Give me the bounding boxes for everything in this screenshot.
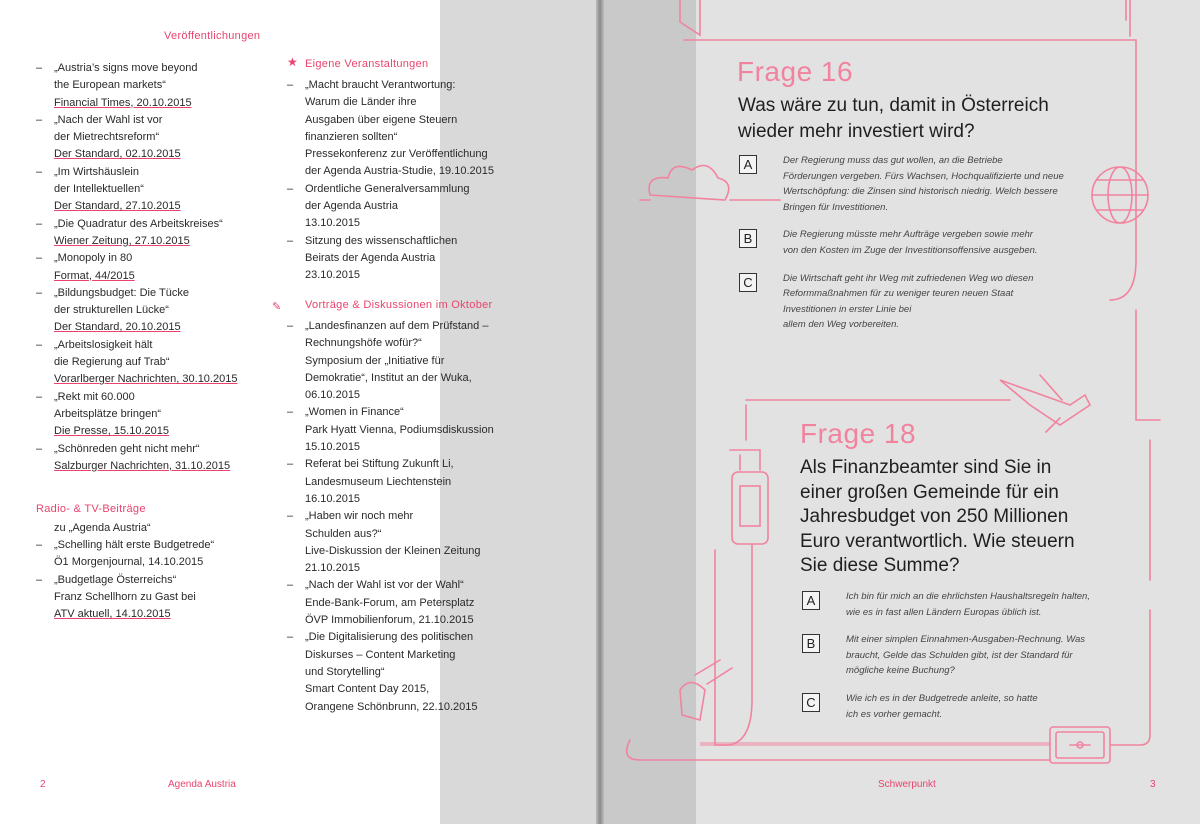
- own-events-heading: Eigene Veranstaltungen: [305, 58, 429, 70]
- tv-entry-title: – „Budgetlage Österreichs“: [54, 573, 177, 586]
- footer-text-left: Agenda Austria: [168, 779, 236, 790]
- media-entry-source: Die Presse, 15.10.2015: [54, 425, 169, 438]
- footer-page-number-left: 2: [40, 779, 46, 790]
- media-entry-source: Der Standard, 02.10.2015: [54, 148, 181, 161]
- event-entry-title: Rechnungshöfe wofür?“: [305, 337, 422, 350]
- answer-c-text: [846, 691, 1176, 722]
- event-entry-title: Ausgaben über eigene Steuern: [305, 113, 458, 126]
- answer-line: Bringen für Investitionen.: [783, 201, 889, 213]
- media-entry-title-cont: Arbeitsplätze bringen“: [54, 407, 162, 420]
- tv-entry-source: Ö1 Morgenjournal, 14.10.2015: [54, 556, 204, 569]
- star-icon: ★: [287, 55, 298, 69]
- event-entry-title: – „Die Digitalisierung des politischen: [305, 631, 474, 644]
- event-entry-title: – Referat bei Stiftung Zukunft Li,: [305, 458, 454, 471]
- event-entry-detail: der Agenda Austria-Studie, 19.10.2015: [305, 165, 494, 178]
- media-section-heading: Veröffentlichungen: [164, 30, 261, 42]
- answer-line: Ich bin für mich an die ehrlichsten Haushaltsregeln halten,: [846, 591, 1090, 602]
- media-entry-title: – „Die Quadratur des Arbeitskreises“: [54, 217, 223, 230]
- event-entry-title: finanzieren sollten“: [305, 130, 398, 143]
- event-entry-title: – „Women in Finance“: [305, 406, 404, 419]
- event-entry-title: Beirats der Agenda Austria: [305, 251, 436, 264]
- event-entry-title: – „Landesfinanzen auf dem Prüfstand –: [305, 320, 489, 332]
- answer-line: wie es in fast allen Ländern Europas üblich ist.: [846, 606, 1042, 618]
- answer-a-text: [783, 153, 1113, 215]
- media-entry-title: – „Nach der Wahl ist vor: [54, 113, 163, 126]
- media-entry-title: – „Arbeitslosigkeit hält: [54, 338, 153, 351]
- event-entry-detail: ÖVP Immobilienforum, 21.10.2015: [305, 614, 474, 627]
- event-entry-detail: Symposium der „Initiative für: [305, 354, 445, 367]
- question-18-line: einer großen Gemeinde für ein: [800, 481, 1059, 503]
- question-16-line-1: Was wäre zu tun, damit in Österreich: [738, 95, 1049, 116]
- answer-line: Mit einer simplen Einnahmen-Ausgaben-Rechnung. Was: [846, 634, 1086, 646]
- event-entry-title: der Agenda Austria: [305, 200, 398, 213]
- media-entry-title: – „Im Wirtshäuslein: [54, 165, 139, 178]
- event-entry-title: – „Nach der Wahl ist vor der Wahl“: [305, 579, 464, 592]
- media-entry-source: Der Standard, 27.10.2015: [54, 200, 181, 213]
- answer-b-text: [846, 632, 1176, 679]
- event-entry-title: Landesmuseum Liechtenstein: [305, 475, 452, 488]
- question-16-number: Frage 16: [737, 56, 854, 87]
- event-entry-title: Schulden aus?“: [305, 527, 382, 540]
- event-entry-title: – Sitzung des wissenschaftlichen: [305, 234, 458, 247]
- event-entry-detail: 21.10.2015: [305, 562, 361, 575]
- event-entry-detail: Smart Content Day 2015,: [305, 683, 430, 696]
- answer-b-box: B: [802, 634, 820, 653]
- event-entry-title: – „Haben wir noch mehr: [305, 510, 414, 523]
- media-entry-source: Vorarlberger Nachrichten, 30.10.2015: [54, 373, 238, 386]
- event-entry-detail: Park Hyatt Vienna, Podiumsdiskussion: [305, 423, 494, 436]
- event-entry-detail: Live-Diskussion der Kleinen Zeitung: [305, 544, 481, 557]
- answer-c-text: [783, 271, 1113, 333]
- question-18-line: Als Finanzbeamter sind Sie in: [800, 457, 1052, 478]
- answer-line: allem den Weg vorbereiten.: [783, 319, 899, 331]
- media-entry-title-cont: the European markets“: [54, 79, 166, 92]
- media-entry-title-cont: die Regierung auf Trab“: [54, 356, 170, 369]
- answer-a-text: [846, 589, 1176, 620]
- media-entry-source: Der Standard, 20.10.2015: [54, 321, 181, 334]
- event-entry-detail: 15.10.2015: [305, 441, 361, 454]
- question-18-line: Jahresbudget von 250 Millionen: [800, 506, 1069, 527]
- answer-line: ich es vorher gemacht.: [846, 708, 943, 720]
- question-18-line: Euro verantwortlich. Wie steuern: [800, 530, 1075, 552]
- media-entry-title: – „Schönreden geht nicht mehr“: [54, 442, 200, 455]
- event-entry-detail: Demokratie“, Institut an der Wuka,: [305, 371, 472, 384]
- answer-line: Die Wirtschaft geht ihr Weg mit zufriedenen Weg wo diesen: [783, 272, 1034, 284]
- media-entry-title: – „Bildungsbudget: Die Tücke: [54, 286, 189, 299]
- footer-page-number-right: 3: [1150, 779, 1156, 790]
- event-entry-detail: 06.10.2015: [305, 389, 361, 402]
- answer-line: Reformmaßnahmen für zu weniger teuren neuen Staat: [783, 288, 1014, 300]
- media-entry-title-cont: der strukturellen Lücke“: [54, 304, 169, 317]
- tv-entry-source-cont: ATV aktuell, 14.10.2015: [54, 608, 171, 621]
- event-entry-detail: Orangene Schönbrunn, 22.10.2015: [305, 700, 478, 713]
- pen-icon: ✎: [272, 301, 282, 313]
- media-entry-source: Salzburger Nachrichten, 31.10.2015: [54, 459, 231, 472]
- media-entry-source: Financial Times, 20.10.2015: [54, 96, 192, 109]
- media-entry-title: – „Monopoly in 80: [54, 252, 133, 265]
- answer-line: Wie ich es in der Budgetrede anleite, so hatte: [846, 693, 1038, 704]
- answer-line: Die Regierung müsste mehr Aufträge vergeben sowie mehr: [783, 229, 1033, 241]
- answer-b-box: B: [739, 229, 757, 248]
- media-entry-title-cont: der Mietrechtsreform“: [54, 131, 160, 144]
- media-entry-title: – „Austria’s signs move beyond: [54, 62, 198, 74]
- question-16-line-2: wieder mehr investiert wird?: [738, 121, 975, 142]
- answer-a-box: A: [739, 155, 757, 174]
- answer-c-box: C: [802, 693, 820, 712]
- media-entry-source: Wiener Zeitung, 27.10.2015: [54, 234, 190, 247]
- answer-line: Der Regierung muss das gut wollen, an die Betriebe: [783, 155, 1003, 166]
- event-entry-title: – Ordentliche Generalversammlung: [305, 182, 470, 195]
- media-entry-source: Format, 44/2015: [54, 269, 135, 282]
- answer-line: Investitionen in erster Linie bei: [783, 303, 912, 315]
- tv-entry-title: – „Schelling hält erste Budgetrede“: [54, 539, 215, 551]
- event-entry-detail: Pressekonferenz zur Veröffentlichung: [305, 148, 488, 161]
- talks-heading: Vorträge & Diskussionen im Oktober: [305, 299, 493, 311]
- tv-entry-source: Franz Schellhorn zu Gast bei: [54, 590, 196, 603]
- tv-section-heading: Radio- & TV-Beiträge: [36, 503, 146, 515]
- event-entry-detail: Ende-Bank-Forum, am Petersplatz: [305, 596, 475, 609]
- event-entry-title: Diskurses – Content Marketing: [305, 648, 456, 661]
- answer-c-box: C: [739, 273, 757, 292]
- answer-b-text: [783, 227, 1113, 258]
- question-18-line: Sie diese Summe?: [800, 555, 960, 576]
- answer-line: Wertschöpfung: die Zinsen sind historisch niedrig. Welch bessere: [783, 186, 1058, 198]
- tv-intro: zu „Agenda Austria“: [54, 522, 151, 534]
- media-entry-title-cont: der Intellektuellen“: [54, 183, 144, 196]
- event-entry-title: – „Macht braucht Verantwortung:: [305, 79, 456, 91]
- answer-line: braucht, Gelde das Schulden gibt, ist der Standard für: [846, 649, 1073, 661]
- event-entry-detail: 23.10.2015: [305, 269, 361, 282]
- event-entry-title: Warum die Länder ihre: [305, 96, 417, 109]
- answer-a-box: A: [802, 591, 820, 610]
- answer-line: von den Kosten im Zuge der Investitionsoffensive ausgeben.: [783, 244, 1038, 256]
- footer-text-right: Schwerpunkt: [878, 779, 936, 790]
- event-entry-title: und Storytelling“: [305, 665, 385, 678]
- answer-line: Förderungen vergeben. Fürs Wachsen, Hochqualifizierte und neue: [783, 170, 1064, 182]
- event-entry-detail: 13.10.2015: [305, 217, 361, 230]
- event-entry-detail: 16.10.2015: [305, 492, 361, 505]
- media-entry-title: – „Rekt mit 60.000: [54, 390, 135, 403]
- answer-line: mögliche keine Buchung?: [846, 665, 955, 677]
- question-18-number: Frage 18: [800, 418, 917, 449]
